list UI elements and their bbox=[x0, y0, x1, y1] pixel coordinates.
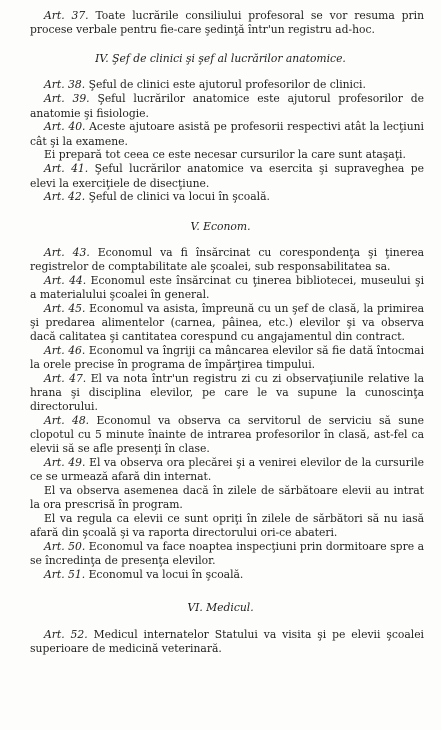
article-48 bbox=[30, 414, 424, 456]
article-text: Aceste ajutoare asistă pe profesorii respectivi atât la lecţiuni cât şi la examene. bbox=[30, 120, 424, 148]
article-51 bbox=[30, 568, 424, 582]
article-41 bbox=[30, 162, 424, 190]
article-text: El va nota într'un registru zi cu zi observaţiunile relative la hrana şi disciplina elevilor, pe care le va supune la cunoscinţa directorului. bbox=[30, 372, 424, 414]
article-49 bbox=[30, 456, 424, 484]
article-number: Art. 43. bbox=[44, 246, 90, 260]
article-text: Toate lucrările consiliului profesoral se vor resuma prin procese verbale pentru fie-care şedinţă într'un registru ad-hoc. bbox=[30, 8, 424, 36]
article-text: Medicul internatelor Statului va visita şi pe elevii şcoalei superioare de medicină veterinară. bbox=[30, 627, 424, 655]
article-number: Art. 38. bbox=[44, 78, 86, 92]
article-number: Art. 40. bbox=[44, 120, 86, 134]
section-heading-v: V. Econom. bbox=[190, 220, 251, 234]
article-number: Art. 52. bbox=[44, 627, 88, 641]
article-number: Art. 37. bbox=[44, 8, 89, 22]
article-46 bbox=[30, 344, 424, 372]
paragraph: El va observa asemenea dacă în zilele de sărbătoare elevii au intrat la ora prescrisă în program. bbox=[30, 484, 424, 512]
article-text: Economul va fi însărcinat cu corespondenţa şi ţinerea registrelor de comptabilitate ale şcoalei, sub responsabilitatea sa. bbox=[30, 246, 424, 274]
article-text: Economul va îngriji ca mâncarea elevilor să fie dată întocmai la orele precise în programa de împărţirea timpului. bbox=[30, 344, 425, 372]
article-42 bbox=[30, 190, 424, 204]
article-number: Art. 48. bbox=[44, 414, 90, 428]
article-38 bbox=[30, 78, 424, 92]
article-text: Economul va observa ca servitorul de serviciu să sune clopotul cu 5 minute înainte de intrarea profesorilor în clasă, ast-fel ca elevii să se afle presenţi în clase. bbox=[30, 414, 424, 456]
paragraph: Ei prepară tot ceea ce este necesar cursurilor la care sunt ataşaţi. bbox=[44, 148, 406, 162]
article-number: Art. 44. bbox=[44, 274, 87, 288]
article-text: El va observa ora plecărei şi a venirei elevilor de la cursurile ce se urmează afară din internat. bbox=[30, 456, 425, 484]
article-number: Art. 46. bbox=[44, 344, 86, 358]
article-number: Art. 47. bbox=[44, 372, 87, 386]
article-number: Art. 50. bbox=[44, 540, 86, 554]
section-heading-vi: VI. Medicul. bbox=[187, 601, 254, 615]
article-number: Art. 49. bbox=[44, 456, 86, 470]
article-text: Economul va face noaptea inspecţiuni prin dormitoare spre a se încredinţa de presenţa elevilor. bbox=[30, 540, 424, 568]
article-text: Şeful lucrărilor anatomice este ajutorul profesorilor de anatomie şi fisiologie. bbox=[30, 92, 424, 120]
article-number: Art. 41. bbox=[44, 162, 89, 176]
article-47 bbox=[30, 372, 424, 414]
article-number: Art. 42. bbox=[44, 190, 86, 204]
article-number: Art. 51. bbox=[44, 568, 86, 582]
article-45 bbox=[30, 302, 424, 344]
article-text: Economul va asista, împreună cu un şef de clasă, la primirea şi predarea alimentelor (carnea, pâinea, etc.) elevilor şi va observa dacă calitatea şi cantitatea corespund cu angajamentul din contract. bbox=[30, 302, 424, 344]
article-number: Art. 45. bbox=[44, 302, 86, 316]
article-44 bbox=[30, 274, 424, 302]
article-text: Şeful de clinici este ajutorul profesorilor de clinici. bbox=[85, 78, 366, 92]
section-heading-iv: IV. Şef de clinici şi şef al lucrărilor anatomice. bbox=[95, 52, 346, 66]
article-number: Art. 39. bbox=[44, 92, 90, 106]
article-text: Şeful de clinici va locui în şcoală. bbox=[85, 190, 270, 204]
article-52 bbox=[30, 628, 424, 656]
article-37 bbox=[30, 9, 424, 37]
article-text: Şeful lucrărilor anatomice va esercita şi supraveghea pe elevi la exerciţiele de disecţiune. bbox=[30, 162, 425, 190]
article-39 bbox=[30, 92, 424, 120]
article-40 bbox=[30, 120, 424, 148]
article-text: Economul este însărcinat cu ţinerea bibliotecei, museului şi a materialului şcoalei în general. bbox=[30, 274, 425, 302]
paragraph: El va regula ca elevii ce sunt opriţi în zilele de sărbători să nu iasă afară din şcoală şi va raporta directorului ori-ce abateri. bbox=[30, 512, 424, 540]
article-50 bbox=[30, 540, 424, 568]
article-43 bbox=[30, 246, 424, 274]
article-text: Economul va locui în şcoală. bbox=[85, 568, 244, 582]
